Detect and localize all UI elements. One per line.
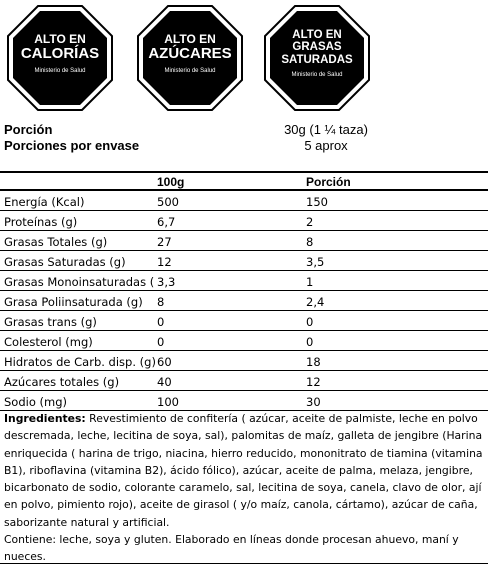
table-row	[0, 351, 488, 371]
value-portion: 150	[306, 195, 328, 209]
seal-high-sugars	[136, 4, 244, 112]
ingredients-block	[4, 410, 486, 566]
value-portion: 0	[306, 335, 314, 349]
value-portion: 8	[306, 235, 314, 249]
table-row	[0, 311, 488, 331]
table-row	[0, 211, 488, 231]
value-100g: 40	[157, 375, 172, 389]
nutrient-name: Grasas Totales (g)	[4, 235, 108, 249]
nutrient-name: Hidratos de Carb. disp. (g)	[4, 355, 156, 369]
value-portion: 1	[306, 275, 314, 289]
value-100g: 3,3	[157, 275, 176, 289]
seal-line-1: ALTO EN	[164, 32, 216, 46]
seal-line-1: ALTO EN	[292, 28, 342, 41]
value-100g: 60	[157, 355, 172, 369]
table-row	[0, 251, 488, 271]
ingredients-text: Revestimiento de confitería ( azúcar, aceite de palmiste, leche en polvo descremada, leche, lecitina de soya, sal), palomitas de maíz, galleta de jengibre (Harina enriquecida ( harina de trigo, niacina, hierro reducido, mononitrato de tiamina (vitamina B1), riboflavina (vitamina B2), ácido fólico), azúcar, aceite de palma, melaza, jengibre, bicarbonato de sodio, colorante caramelo, sal, lecitina de soya, canela, clavo de olor, ají en polvo, pimiento rojo), aceite de girasol ( y/o maíz, canola, cártamo), azúcar de caña, saborizante natural y artificial.	[4, 412, 483, 529]
table-row	[0, 191, 488, 211]
table-row	[0, 331, 488, 351]
table-row	[0, 371, 488, 391]
allergen-statement: Contiene: leche, soya y gluten. Elaborado en líneas donde procesan ahuevo, maní y nueces.	[4, 533, 459, 564]
nutrient-name: Colesterol (mg)	[4, 335, 93, 349]
ingredients-paragraph	[4, 410, 486, 531]
table-row	[0, 271, 488, 291]
seal-line-1: ALTO EN	[34, 32, 86, 46]
nutrient-name: Grasas Saturadas (g)	[4, 255, 126, 269]
table-row	[0, 391, 488, 411]
nutrient-name: Azúcares totales (g)	[4, 375, 120, 389]
value-100g: 500	[157, 195, 179, 209]
nutrition-table	[0, 171, 488, 411]
value-100g: 0	[157, 335, 165, 349]
value-100g: 12	[157, 255, 172, 269]
portion-label: Porción	[4, 122, 53, 137]
table-header	[0, 173, 488, 191]
table-row	[0, 231, 488, 251]
seal-high-saturated-fat	[263, 4, 371, 112]
nutrient-name: Energía (Kcal)	[4, 195, 85, 209]
value-100g: 100	[157, 395, 179, 409]
value-100g: 6,7	[157, 215, 176, 229]
seal-ministry: Ministerio de Salud	[34, 68, 86, 74]
value-portion: 30	[306, 395, 321, 409]
seal-line-2: GRASAS	[292, 41, 342, 54]
value-100g: 27	[157, 235, 172, 249]
portion-value: 30g (1 ¼ taza)	[284, 122, 368, 137]
value-portion: 2	[306, 215, 314, 229]
value-portion: 18	[306, 355, 321, 369]
seal-line-2: CALORÍAS	[20, 45, 100, 62]
table-row	[0, 291, 488, 311]
value-portion: 0	[306, 315, 314, 329]
portions-per-package-label: Porciones por envase	[4, 138, 140, 153]
ingredients-label: Ingredientes:	[4, 412, 86, 425]
value-100g: 8	[157, 295, 165, 309]
portions-per-package-value: 5 aprox	[304, 138, 348, 153]
seal-ministry: Ministerio de Salud	[164, 68, 216, 74]
nutrient-name: Grasas trans (g)	[4, 315, 97, 329]
nutrient-name: Grasa Poliinsaturada (g)	[4, 295, 143, 309]
nutrient-name: Proteínas (g)	[4, 215, 78, 229]
portion-info	[0, 122, 488, 158]
header-per-100g: 100g	[157, 175, 185, 189]
header-per-portion: Porción	[306, 175, 351, 189]
seal-line-2: AZÚCARES	[148, 45, 232, 62]
warning-seals	[0, 4, 488, 114]
bottom-divider	[0, 563, 488, 564]
seal-ministry: Ministerio de Salud	[291, 72, 343, 79]
value-100g: 0	[157, 315, 165, 329]
nutrient-name: Sodio (mg)	[4, 395, 67, 409]
value-portion: 3,5	[306, 255, 325, 269]
nutrient-name: Grasas Monoinsaturadas (	[4, 275, 155, 289]
seal-high-calories	[6, 4, 114, 112]
value-portion: 2,4	[306, 295, 325, 309]
seal-line-3: SATURADAS	[281, 53, 353, 66]
value-portion: 12	[306, 375, 321, 389]
